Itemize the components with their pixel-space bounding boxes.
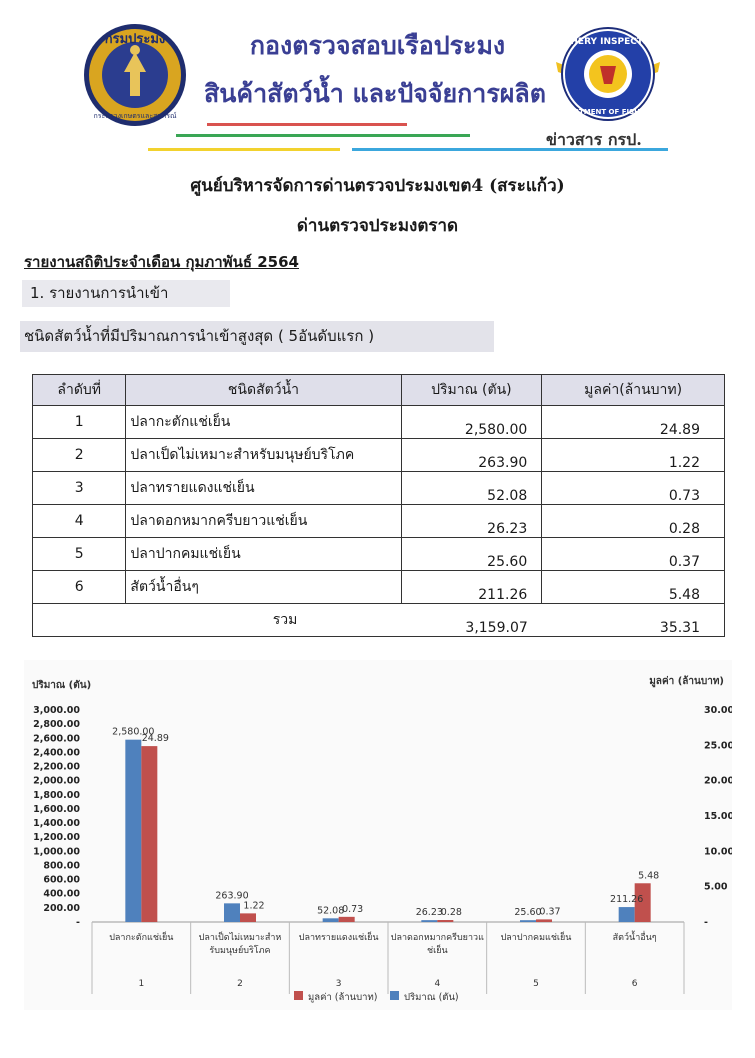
col-header-quantity: ปริมาณ (ตัน) <box>401 375 542 406</box>
table-header-row <box>33 375 725 406</box>
bar-value <box>437 920 453 922</box>
report-title: รายงานสถิติประจำเดือน กุมภาพันธ์ 2564 <box>24 253 299 271</box>
total-value: 35.31 <box>542 604 725 637</box>
logo-left-subtext: กระทรวงเกษตรและสหกรณ์ <box>93 112 177 120</box>
data-label-quantity: 26.23 <box>415 907 443 919</box>
table-row <box>33 538 725 571</box>
col-header-species: ชนิดสัตว์น้ำ <box>126 375 401 406</box>
y-tick-label: 1,200.00 <box>33 832 80 844</box>
cell-species: ปลาทรายแดงแช่เย็น <box>126 472 401 505</box>
data-label-value: 0.28 <box>440 907 462 919</box>
y-tick-label: 800.00 <box>43 860 80 872</box>
data-label-value: 24.89 <box>141 733 169 745</box>
y-tick-label: 2,600.00 <box>33 733 80 745</box>
divider-yellow <box>148 148 340 151</box>
x-tick-label: ปลาปากคมแช่เย็น <box>500 933 572 943</box>
page-title-line2: สินค้าสัตว์น้ำ และปัจจัยการผลิต <box>204 79 546 108</box>
divider-green <box>176 134 470 137</box>
cell-quantity: 263.90 <box>401 439 542 472</box>
data-label-quantity: 52.08 <box>317 905 345 917</box>
cell-value: 0.73 <box>542 472 725 505</box>
department-of-fisheries-logo <box>80 22 190 128</box>
section-top5-heading: ชนิดสัตว์น้ำที่มีปริมาณการนำเข้าสูงสุด ( 5อันดับแรก ) <box>20 321 494 352</box>
y2-axis-title: มูลค่า (ล้านบาท) <box>649 676 724 687</box>
x-tick-label: รับมนุษย์บริโภค <box>209 946 271 956</box>
data-label-quantity: 2,580.00 <box>112 726 155 738</box>
bar-quantity <box>520 920 536 922</box>
y-tick-label: 2,200.00 <box>33 761 80 773</box>
x-tick-label: ปลาดอกหมากครีบยาวแ <box>390 933 484 943</box>
x-tick-label: ปลาทรายแดงแช่เย็น <box>298 933 379 943</box>
total-quantity: 3,159.07 <box>401 604 542 637</box>
import-chart <box>24 660 732 1010</box>
bar-value <box>536 919 552 922</box>
y-tick-label: 3,000.00 <box>33 705 80 716</box>
cell-species: ปลาปากคมแช่เย็น <box>126 538 401 571</box>
table-row <box>33 472 725 505</box>
cell-rank: 1 <box>33 406 126 439</box>
badge-bottom-text: DEPARTMENT OF FISHERIES <box>553 108 663 116</box>
badge-top-text: FISHERY INSPECTION <box>554 37 662 47</box>
y2-tick-label: - <box>704 917 708 928</box>
y-tick-label: 1,000.00 <box>33 846 80 858</box>
y-tick-label: 2,400.00 <box>33 747 80 759</box>
section-import-heading: 1. รายงานการนำเข้า <box>22 280 230 307</box>
x-tick-index: 3 <box>335 979 342 989</box>
legend-label-value: มูลค่า (ล้านบาท) <box>308 992 378 1003</box>
y-tick-label: - <box>76 917 80 928</box>
import-stats-table <box>32 374 725 637</box>
data-label-value: 5.48 <box>638 870 660 882</box>
import-chart-svg <box>24 660 732 1010</box>
total-label: รวม <box>33 604 402 637</box>
y-tick-label: 400.00 <box>43 888 80 900</box>
bar-quantity <box>323 918 339 922</box>
y2-tick-label: 5.00 <box>704 881 728 893</box>
cell-quantity: 52.08 <box>401 472 542 505</box>
center-name: ศูนย์บริหารจัดการด่านตรวจประมงเขต4 (สระแก้ว) <box>190 176 565 196</box>
y2-tick-label: 30.00 <box>704 705 732 716</box>
bar-quantity <box>224 903 240 922</box>
checkpoint-name: ด่านตรวจประมงตราด <box>296 216 459 236</box>
cell-species: ปลาดอกหมากครีบยาวแช่เย็น <box>126 505 401 538</box>
data-label-quantity: 25.60 <box>514 907 542 919</box>
cell-value: 0.28 <box>542 505 725 538</box>
x-tick-label: สัตว์น้ำอื่นๆ <box>612 933 657 943</box>
fishery-inspection-badge <box>552 22 664 126</box>
y-tick-label: 200.00 <box>43 902 80 914</box>
table-total-row <box>33 604 725 637</box>
data-label-value: 0.73 <box>342 903 364 915</box>
y2-tick-label: 25.00 <box>704 740 732 752</box>
cell-species: ปลาเป็ดไม่เหมาะสำหรับมนุษย์บริโภค <box>126 439 401 472</box>
news-label: ข่าวสาร กรป. <box>546 130 642 149</box>
col-header-rank: ลำดับที่ <box>33 375 126 406</box>
x-tick-label: ปลากะตักแช่เย็น <box>109 933 174 943</box>
y-tick-label: 600.00 <box>43 874 80 886</box>
y2-tick-label: 15.00 <box>704 811 732 822</box>
cell-rank: 3 <box>33 472 126 505</box>
table-row <box>33 439 725 472</box>
col-header-value: มูลค่า(ล้านบาท) <box>542 375 725 406</box>
y-axis-title: ปริมาณ (ตัน) <box>32 680 92 691</box>
data-label-value: 0.37 <box>539 906 561 918</box>
y-tick-label: 1,400.00 <box>33 818 80 830</box>
cell-rank: 6 <box>33 571 126 604</box>
x-tick-index: 4 <box>434 979 441 989</box>
cell-value: 0.37 <box>542 538 725 571</box>
y2-tick-label: 20.00 <box>704 775 732 787</box>
y-tick-label: 2,800.00 <box>33 719 80 731</box>
bar-quantity <box>619 907 635 922</box>
table-row <box>33 505 725 538</box>
x-tick-label: ปลาเป็ดไม่เหมาะสำห <box>198 933 282 943</box>
cell-quantity: 2,580.00 <box>401 406 542 439</box>
legend-label-quantity: ปริมาณ (ตัน) <box>404 992 459 1003</box>
x-tick-index: 5 <box>533 979 539 989</box>
legend-swatch-quantity <box>390 991 399 1000</box>
bar-value <box>339 917 355 922</box>
y2-tick-label: 10.00 <box>704 846 732 858</box>
data-label-quantity: 263.90 <box>215 890 249 902</box>
cell-rank: 2 <box>33 439 126 472</box>
cell-quantity: 26.23 <box>401 505 542 538</box>
bar-quantity <box>421 920 437 922</box>
x-tick-index: 2 <box>237 979 243 989</box>
cell-rank: 4 <box>33 505 126 538</box>
divider-red <box>207 123 407 126</box>
page-title-line1: กองตรวจสอบเรือประมง <box>249 31 506 60</box>
cell-value: 1.22 <box>542 439 725 472</box>
x-tick-index: 1 <box>138 979 145 989</box>
data-label-quantity: 211.26 <box>610 894 644 906</box>
table-row <box>33 571 725 604</box>
y-tick-label: 2,000.00 <box>33 775 80 787</box>
data-label-value: 1.22 <box>243 900 265 912</box>
cell-species: ปลากะตักแช่เย็น <box>126 406 401 439</box>
cell-value: 5.48 <box>542 571 725 604</box>
logo-left-text: กรมประมง <box>104 32 166 47</box>
x-tick-index: 6 <box>631 979 638 989</box>
bar-value <box>141 746 157 922</box>
x-tick-label: ช่เย็น <box>427 946 448 956</box>
table-row <box>33 406 725 439</box>
cell-value: 24.89 <box>542 406 725 439</box>
cell-rank: 5 <box>33 538 126 571</box>
y-tick-label: 1,800.00 <box>33 789 80 801</box>
y-tick-label: 1,600.00 <box>33 803 80 815</box>
cell-quantity: 25.60 <box>401 538 542 571</box>
legend-swatch-value <box>294 991 303 1000</box>
cell-species: สัตว์น้ำอื่นๆ <box>126 571 401 604</box>
cell-quantity: 211.26 <box>401 571 542 604</box>
bar-quantity <box>125 740 141 922</box>
bar-value <box>240 913 256 922</box>
